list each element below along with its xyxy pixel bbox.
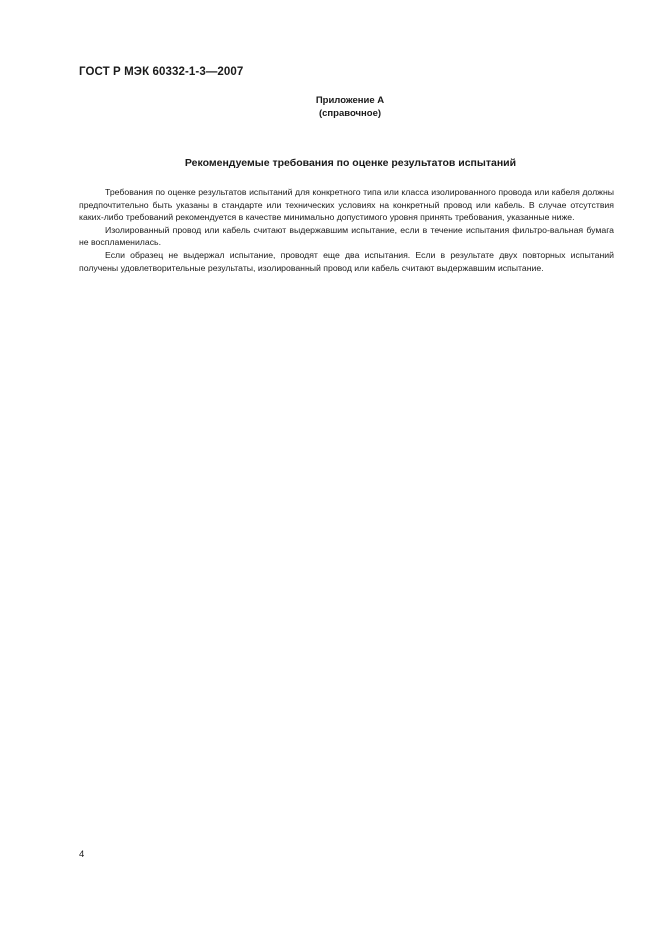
page-number: 4 [79,849,85,860]
paragraph-requirements: Требования по оценке результатов испытаний для конкретного типа или класса изолированного провода или кабеля должны предпочтительно быть указаны в стандарте или технических условиях на конкретный провод или кабель. В случае отсутствия каких-либо требований рекомендуется в качестве минимально допустимого уровня принять требования, указанные ниже. [79,187,614,223]
document-code: ГОСТ Р МЭК 60332-1-3—2007 [79,66,244,78]
section-heading: Рекомендуемые требования по оценке результатов испытаний [184,157,517,169]
appendix-title: Приложение А [315,95,385,106]
appendix-type: (справочное) [318,108,382,119]
body-text [79,186,614,274]
paragraph-pass-criterion: Изолированный провод или кабель считают выдержавшим испытание, если в течение испытания фильтро-вальная бумага не воспламенилась. [79,224,614,248]
paragraph-retest: Если образец не выдержал испытание, проводят еще два испытания. Если в результате двух повторных испытаний получены удовлетворительные результаты, изолированный провод или кабель считают выдержавшим испытание. [79,249,614,273]
